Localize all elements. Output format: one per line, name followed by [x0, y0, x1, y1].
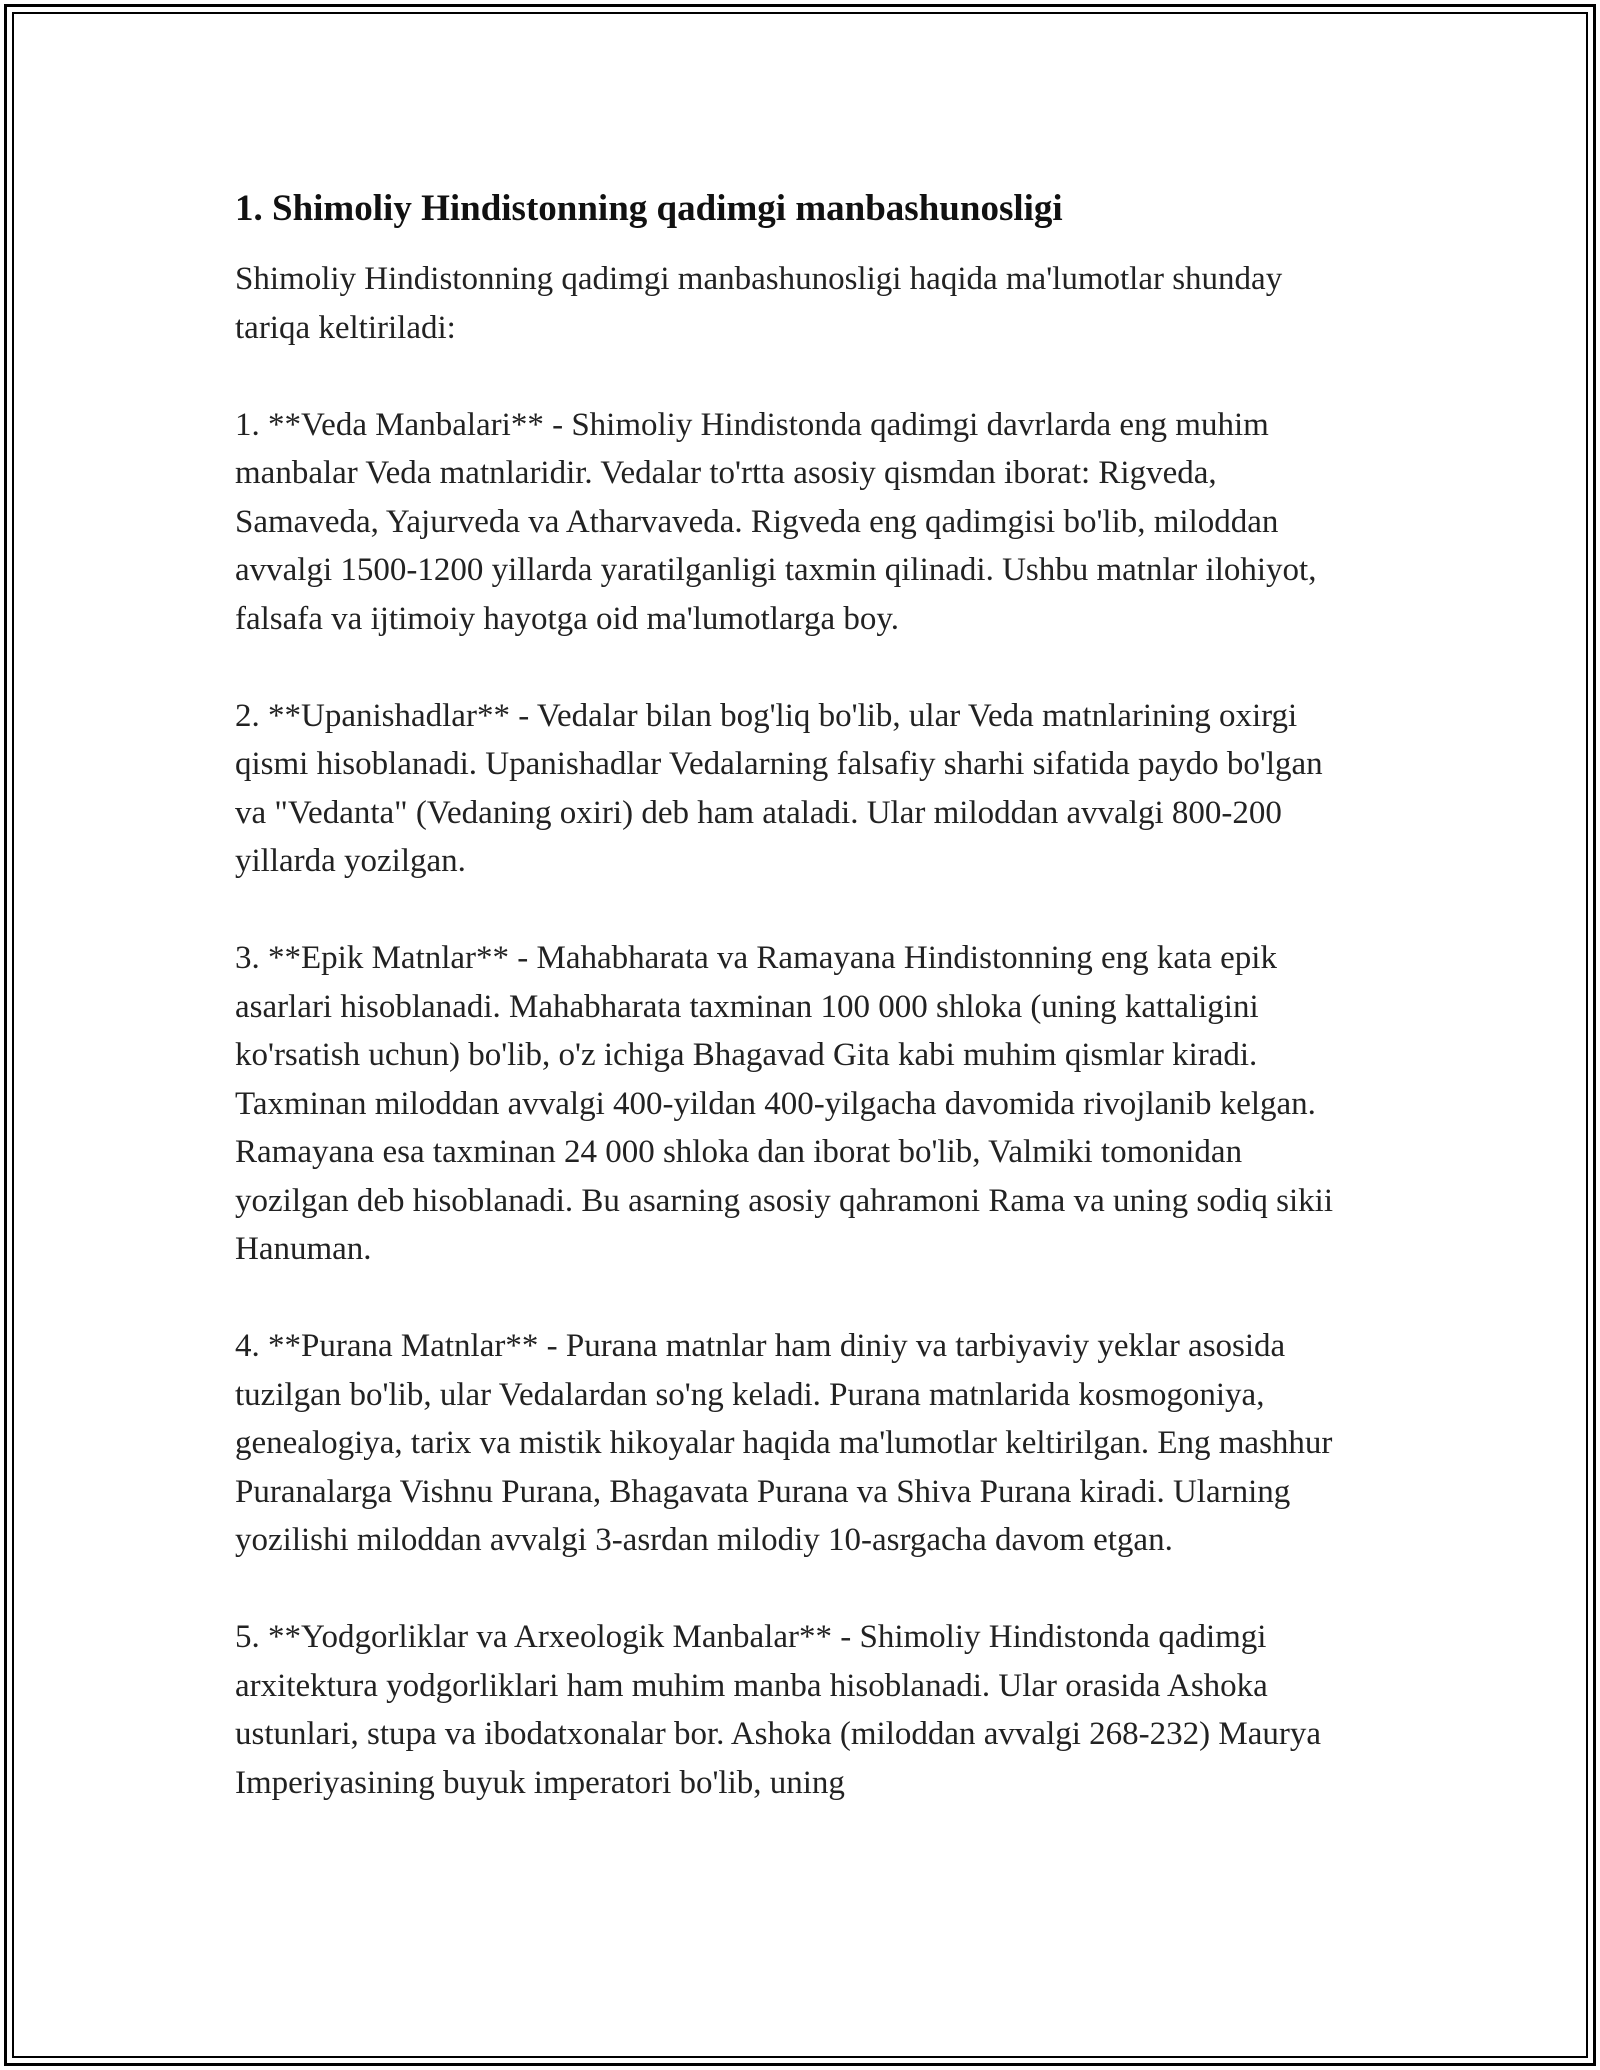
section-purana-matnlar: 4. **Purana Matnlar** - Purana matnlar ham diniy va tarbiyaviy yeklar asosida tuzilgan bo'lib, ular Vedalardan so'ng keladi. Purana matnlarida kosmogoniya, genealogiya, tarix va mistik hikoyalar haqida ma'lumotlar keltirilgan. Eng mashhur Puranalarga Vishnu Purana, Bhagavata Purana va Shiva Purana kiradi. Ularning yozilishi miloddan avvalgi 3-asrdan milodiy 10-asrgacha davom etgan.	[235, 1328, 1333, 1558]
intro-paragraph: Shimoliy Hindistonning qadimgi manbashunosligi haqida ma'lumotlar shunday tariqa keltiriladi:	[235, 261, 1283, 346]
section-yodgorliklar: 5. **Yodgorliklar va Arxeologik Manbalar** - Shimoliy Hindistonda qadimgi arxitektura yodgorliklari ham muhim manba hisoblanadi. Ular orasida Ashoka ustunlari, stupa va ibodatxonalar bor. Ashoka (miloddan avvalgi 268-232) Maurya Imperiyasining buyuk imperatori bo'lib, uning	[235, 1619, 1322, 1801]
section-upanishadlar: 2. **Upanishadlar** - Vedalar bilan bog'liq bo'lib, ular Veda matnlarining oxirgi qismi hisoblanadi. Upanishadlar Vedalarning falsafiy sharhi sifatida paydo bo'lgan va "Vedanta" (Vedaning oxiri) deb ham ataladi. Ular miloddan avvalgi 800-200 yillarda yozilgan.	[235, 697, 1323, 879]
section-veda-manbalari: 1. **Veda Manbalari** - Shimoliy Hindistonda qadimgi davrlarda eng muhim manbalar Veda matnlaridir. Vedalar to'rtta asosiy qismdan iborat: Rigveda, Samaveda, Yajurveda va Atharvaveda. Rigveda eng qadimgisi bo'lib, miloddan avvalgi 1500-1200 yillarda yaratilganligi taxmin qilinadi. Ushbu matnlar ilohiyot, falsafa va ijtimoiy hayotga oid ma'lumotlarga boy.	[235, 406, 1317, 637]
document-title: 1. Shimoliy Hindistonning qadimgi manbashunosligi	[235, 188, 1063, 229]
section-epik-matnlar: 3. **Epik Matnlar** - Mahabharata va Ramayana Hindistonning eng kata epik asarlari hisoblanadi. Mahabharata taxminan 100 000 shloka (uning kattaligini ko'rsatish uchun) bo'lib, o'z ichiga Bhagavad Gita kabi muhim qismlar kiradi. Taxminan miloddan avvalgi 400-yildan 400-yilgacha davomida rivojlanib kelgan. Ramayana esa taxminan 24 000 shloka dan iborat bo'lib, Valmiki tomonidan yozilgan deb hisoblanadi. Bu asarning asosiy qahramoni Rama va uning sodiq sikii Hanuman.	[235, 940, 1333, 1267]
document-body	[235, 185, 1355, 1856]
